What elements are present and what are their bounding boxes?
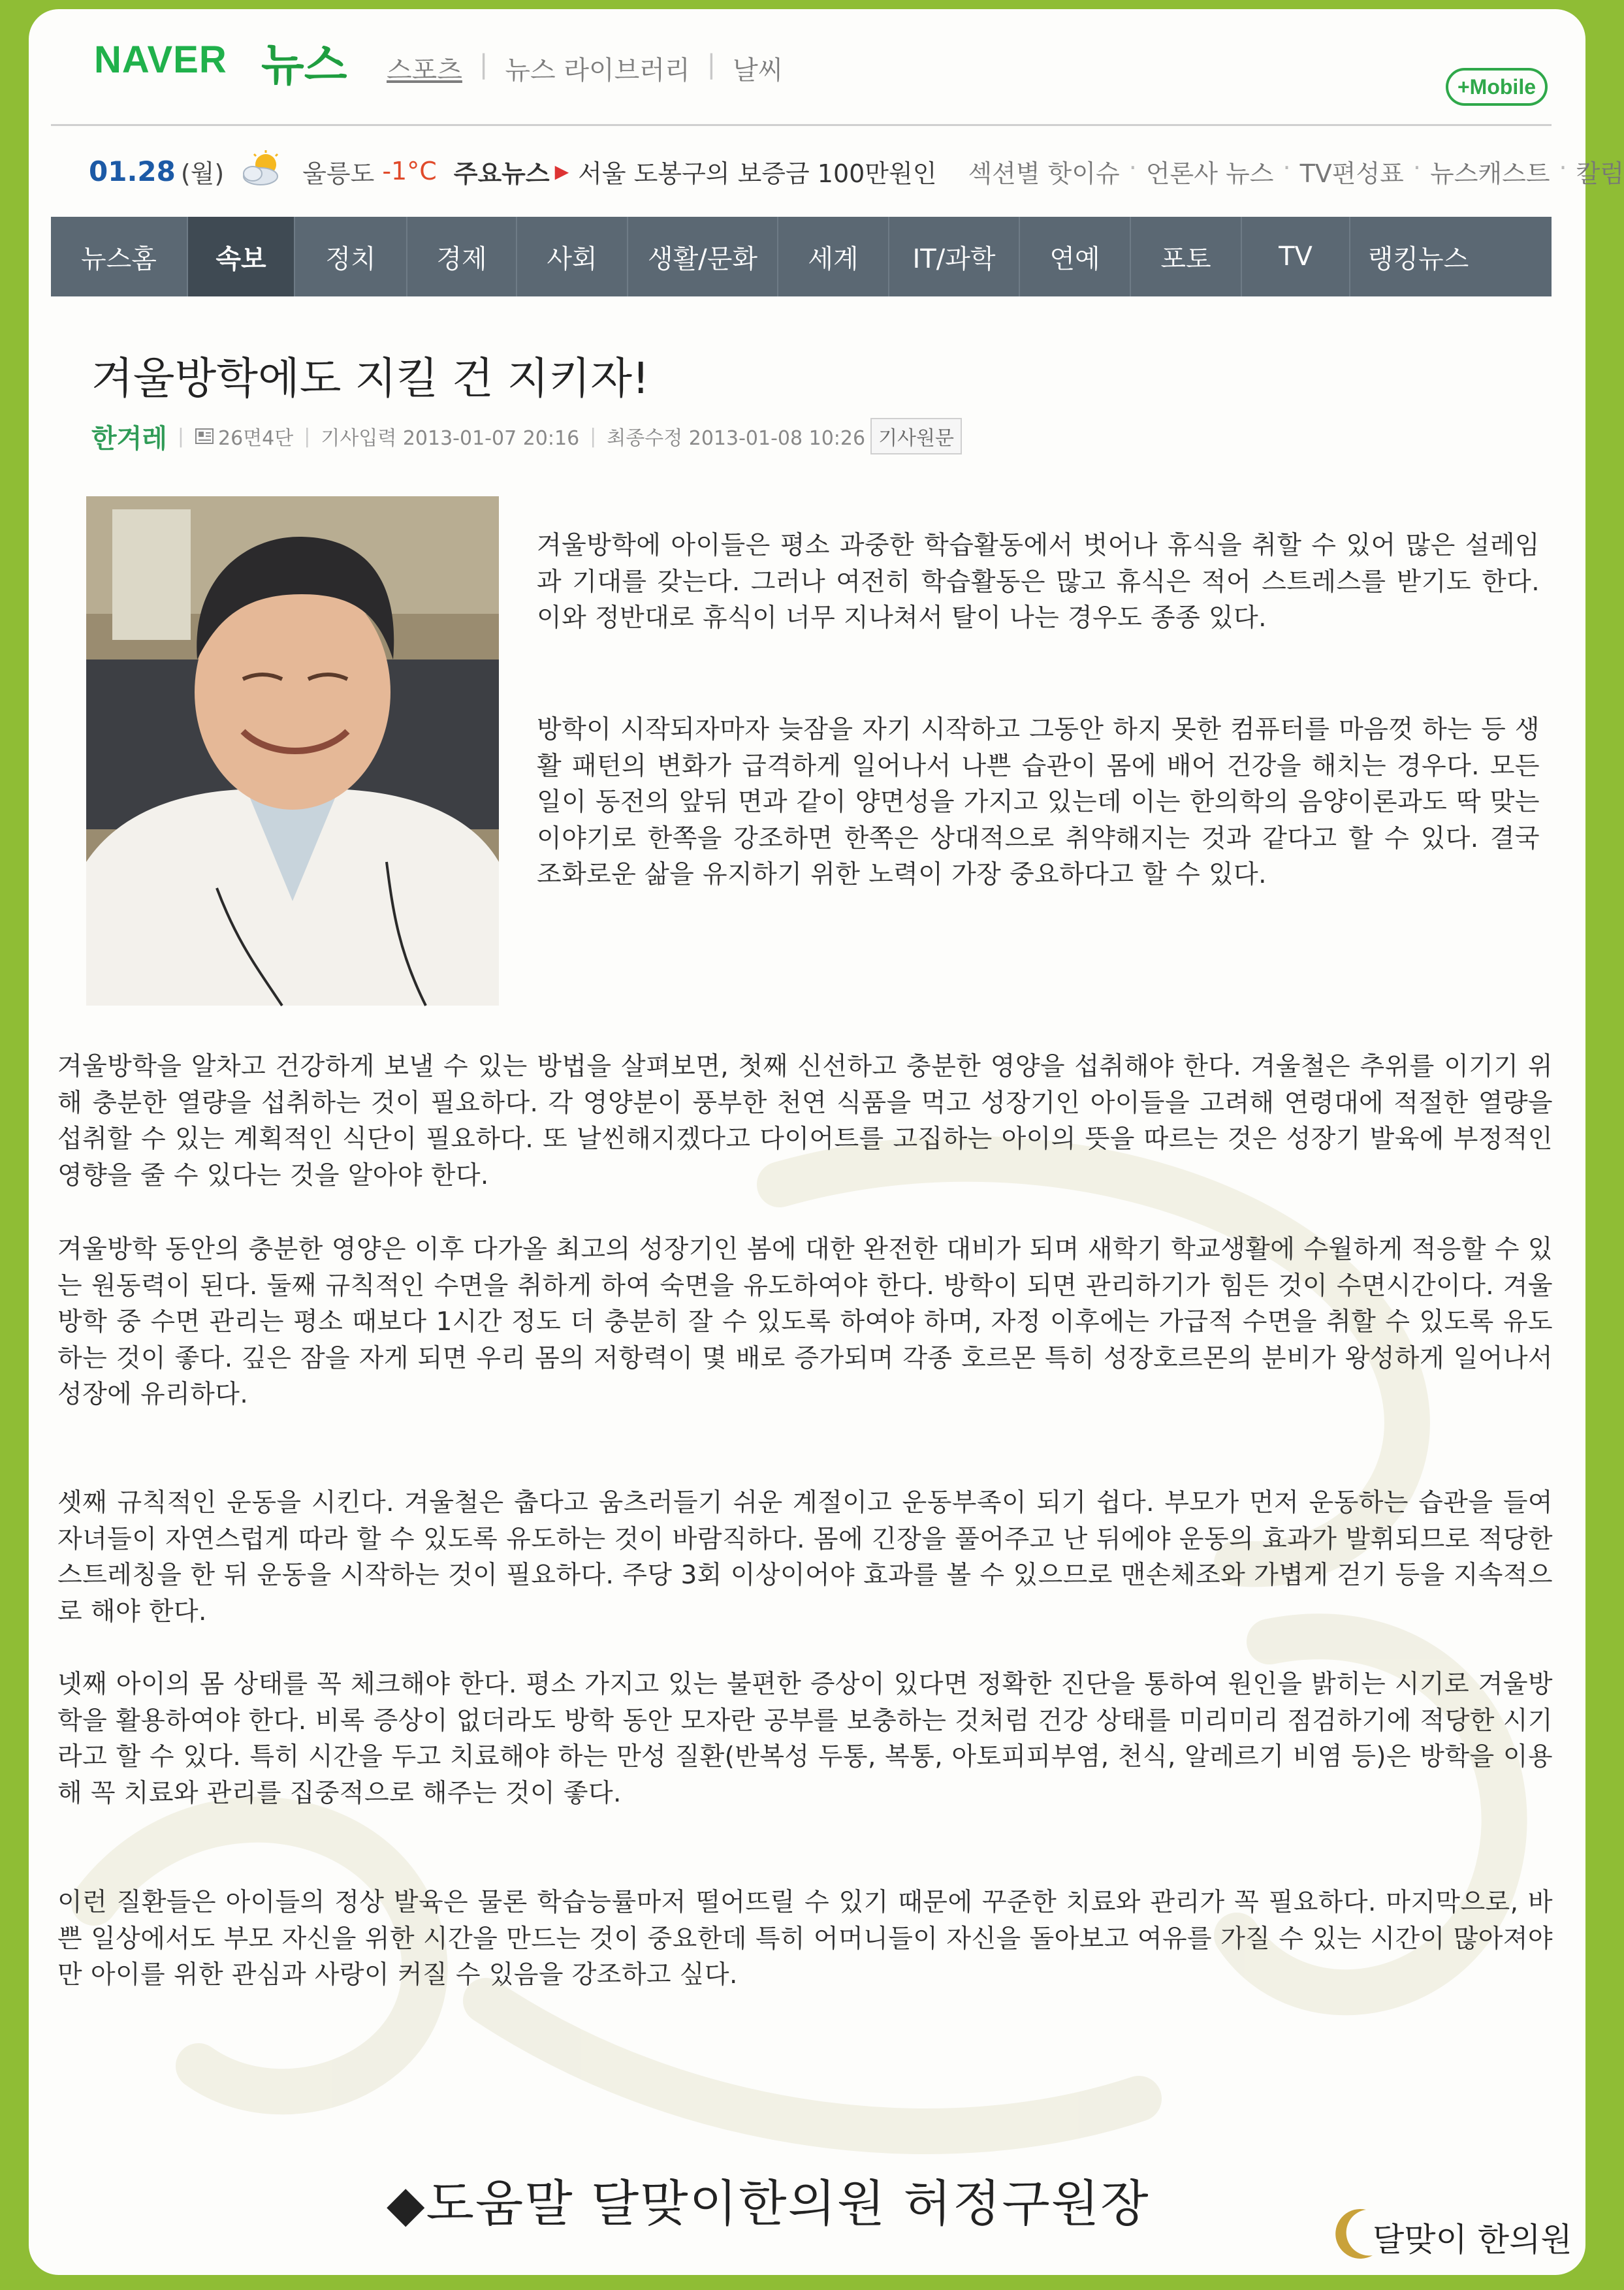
divider: · [1282, 153, 1291, 182]
article-paragraph: 겨울방학에 아이들은 평소 과중한 학습활동에서 벗어나 휴식을 취할 수 있어 많은 설레임과 기대를 갖는다. 그러나 여전히 학습활동은 많고 휴식은 적어 스트레스를 받기도 한다. 이와 정반대로 휴식이 너무 지나쳐서 탈이 나는 경우도 종종 있다. [537, 531, 1540, 633]
temperature: -1°C [382, 157, 437, 185]
divider: · [1559, 153, 1567, 182]
original-article-button[interactable]: 기사원문 [870, 418, 962, 454]
weekday: (월) [180, 159, 225, 188]
menu-ranking[interactable]: 랭킹뉴스 [1367, 244, 1469, 274]
info-bar [89, 151, 1624, 191]
newspaper-icon [195, 426, 214, 446]
link-press-news[interactable]: 언론사 뉴스 [1145, 159, 1274, 188]
menu-news-home[interactable]: 뉴스홈 [51, 217, 188, 296]
mobile-button[interactable]: +Mobile [1446, 68, 1548, 106]
menu-economy[interactable]: 경제 [407, 217, 517, 296]
press-logo[interactable]: 한겨레 [91, 423, 167, 454]
article-paragraph: 셋째 규칙적인 운동을 시킨다. 겨울철은 춥다고 움츠러들기 쉬운 계절이고 운동부족이 되기 쉽다. 부모가 먼저 운동하는 습관을 들여 자녀들이 자연스럽게 따라 할 수 있도록 유도하는 것이 바람직하다. 몸에 긴장을 풀어주고 난 뒤에야 운동의 효과가 발휘되므로 적당한 스트레칭을 한 뒤 운동을 시작하는 것이 필요하다. 주당 3회 이상이어야 효과를 볼 수 있으므로 맨손체조와 가볍게 걷기 등을 지속적으로 해야 한다. [57, 1488, 1553, 1627]
naver-logo[interactable]: NAVER [94, 39, 227, 81]
divider: · [1128, 153, 1137, 182]
article-paragraph: 넷째 아이의 몸 상태를 꼭 체크해야 한다. 평소 가지고 있는 불편한 증상이 있다면 정확한 진단을 통하여 원인을 밝히는 시기로 겨울방학을 활용하여야 한다. 비록 증상이 없더라도 방학 동안 모자란 공부를 보충하는 것처럼 건강 상태를 미리미리 점검하기에 적당한 시기라고 할 수 있다. 특히 시간을 두고 치료해야 하는 만성 질환(반복성 두통, 복통, 아토피피부염, 천식, 알레르기 비염 등)은 방학을 이용해 꼭 치료와 관리를 집중적으로 해주는 것이 좋다. [57, 1670, 1553, 1808]
divider: | [304, 424, 311, 448]
topnav-weather[interactable]: 날씨 [733, 56, 784, 86]
article-paragraph: 이런 질환들은 아이들의 정상 발육은 물론 학습능률마저 떨어뜨릴 수 있기 때문에 꾸준한 치료와 관리가 꼭 필요하다. 마지막으로, 바쁜 일상에서도 부모 자신을 위한 시간을 만드는 것이 중요한데 특히 어머니들이 자신을 돌아보고 여유를 가질 수 있는 시간이 많아져야만 아이를 위한 관심과 사랑이 커질 수 있음을 강조하고 싶다. [57, 1888, 1553, 1990]
partly-cloudy-icon [240, 150, 288, 193]
topnav-sports[interactable]: 스포츠 [387, 56, 462, 86]
main-news-label: 주요뉴스 [453, 159, 550, 188]
topnav-library[interactable]: 뉴스 라이브러리 [505, 56, 690, 86]
menu-tv[interactable]: TV [1242, 217, 1350, 296]
top-nav [387, 50, 783, 87]
modified-date: 최종수정 2013-01-08 10:26 [607, 427, 866, 450]
menu-it-science[interactable]: IT/과학 [889, 217, 1020, 296]
link-tv-schedule[interactable]: TV편성표 [1299, 159, 1404, 188]
menu-politics[interactable]: 정치 [295, 217, 407, 296]
quick-links [968, 153, 1624, 189]
menu-photo[interactable]: 포토 [1131, 217, 1242, 296]
divider: · [1412, 153, 1421, 182]
clinic-logo [1327, 2203, 1572, 2262]
article-paragraph: 겨울방학 동안의 충분한 영양은 이후 다가올 최고의 성장기인 봄에 대한 완전한 대비가 되며 새학기 학교생활에 수월하게 적응할 수 있는 원동력이 된다. 둘째 규칙적인 수면을 취하게 하여 숙면을 유도하여야 한다. 방학이 되면 관리하기가 힘든 것이 수면시간이다. 겨울방학 중 수면 관리는 평소 때보다 1시간 정도 더 충분히 잘 수 있도록 하여야 하며, 자정 이후에는 가급적 수면을 취할 수 있도록 유도하는 것이 좋다. 깊은 잠을 자게 되면 우리 몸의 저항력이 몇 배로 증가되며 각종 호르몬 특히 성장호르몬의 분비가 왕성하게 일어나서 성장에 유리하다. [57, 1235, 1553, 1409]
menu-entertainment[interactable]: 연예 [1020, 217, 1131, 296]
article-title: 겨울방학에도 지킬 건 지키자! [91, 353, 650, 404]
news-logo[interactable]: 뉴스 [261, 40, 347, 91]
clinic-logo-text: 달맞이 한의원 [1373, 2221, 1572, 2259]
divider: | [177, 424, 185, 448]
header-divider [51, 124, 1552, 126]
divider: | [479, 50, 488, 80]
headline-ticker[interactable]: 서울 도봉구의 보증금 100만원인 [578, 159, 937, 188]
menu-breaking[interactable]: 속보 [188, 217, 295, 296]
input-date: 기사입력 2013-01-07 20:16 [321, 427, 580, 450]
divider: | [590, 424, 597, 448]
article-paragraph: 방학이 시작되자마자 늦잠을 자기 시작하고 그동안 하지 못한 컴퓨터를 마음껏 하는 등 생활 패턴의 변화가 급격하게 일어나서 나쁜 습관이 몸에 배어 건강을 해치는 경우다. 모든 일이 동전의 앞뒤 면과 같이 양면성을 가지고 있는데 이는 한의학의 음양이론과도 딱 맞는 이야기로 한쪽을 강조하면 한쪽은 상대적으로 취약해지는 것과 같다고 할 수 있다. 결국 조화로운 삶을 유지하기 위한 노력이 가장 중요하다고 할 수 있다. [537, 715, 1540, 889]
divider: | [707, 50, 716, 80]
article-paragraph: 겨울방학을 알차고 건강하게 보낼 수 있는 방법을 살펴보면, 첫째 신선하고 충분한 영양을 섭취해야 한다. 겨울철은 추위를 이기기 위해 충분한 열량을 섭취하는 것이 필요하다. 각 영양분이 풍부한 천연 식품을 먹고 성장기인 아이들을 고려해 연령대에 적절한 열량을 섭취할 수 있는 계획적인 식단이 필요하다. 또 날씬해지겠다고 다이어트를 고집하는 아이의 뜻을 따르는 것은 성장기 발육에 부정적인 영향을 줄 수 있다는 것을 알아야 한다. [57, 1052, 1553, 1190]
arrow-right-icon: ▶ [554, 160, 569, 182]
page-info: 26면4단 [218, 427, 294, 450]
category-menu [51, 217, 1552, 296]
menu-life-culture[interactable]: 생활/문화 [628, 217, 778, 296]
date: 01.28 [89, 155, 176, 187]
page-sheet [29, 9, 1624, 2275]
author-photo [86, 496, 499, 1006]
link-column[interactable]: 칼럼 [1576, 159, 1624, 188]
weather-location[interactable]: 울릉도 [302, 159, 375, 188]
menu-society[interactable]: 사회 [517, 217, 628, 296]
menu-world[interactable]: 세계 [778, 217, 889, 296]
link-section-hot[interactable]: 섹션별 핫이슈 [968, 159, 1120, 188]
advisor-credit: ◆도움말 달맞이한의원 허정구원장 [387, 2174, 1150, 2233]
article-meta [91, 421, 962, 452]
link-newscast[interactable]: 뉴스캐스트 [1430, 159, 1550, 188]
